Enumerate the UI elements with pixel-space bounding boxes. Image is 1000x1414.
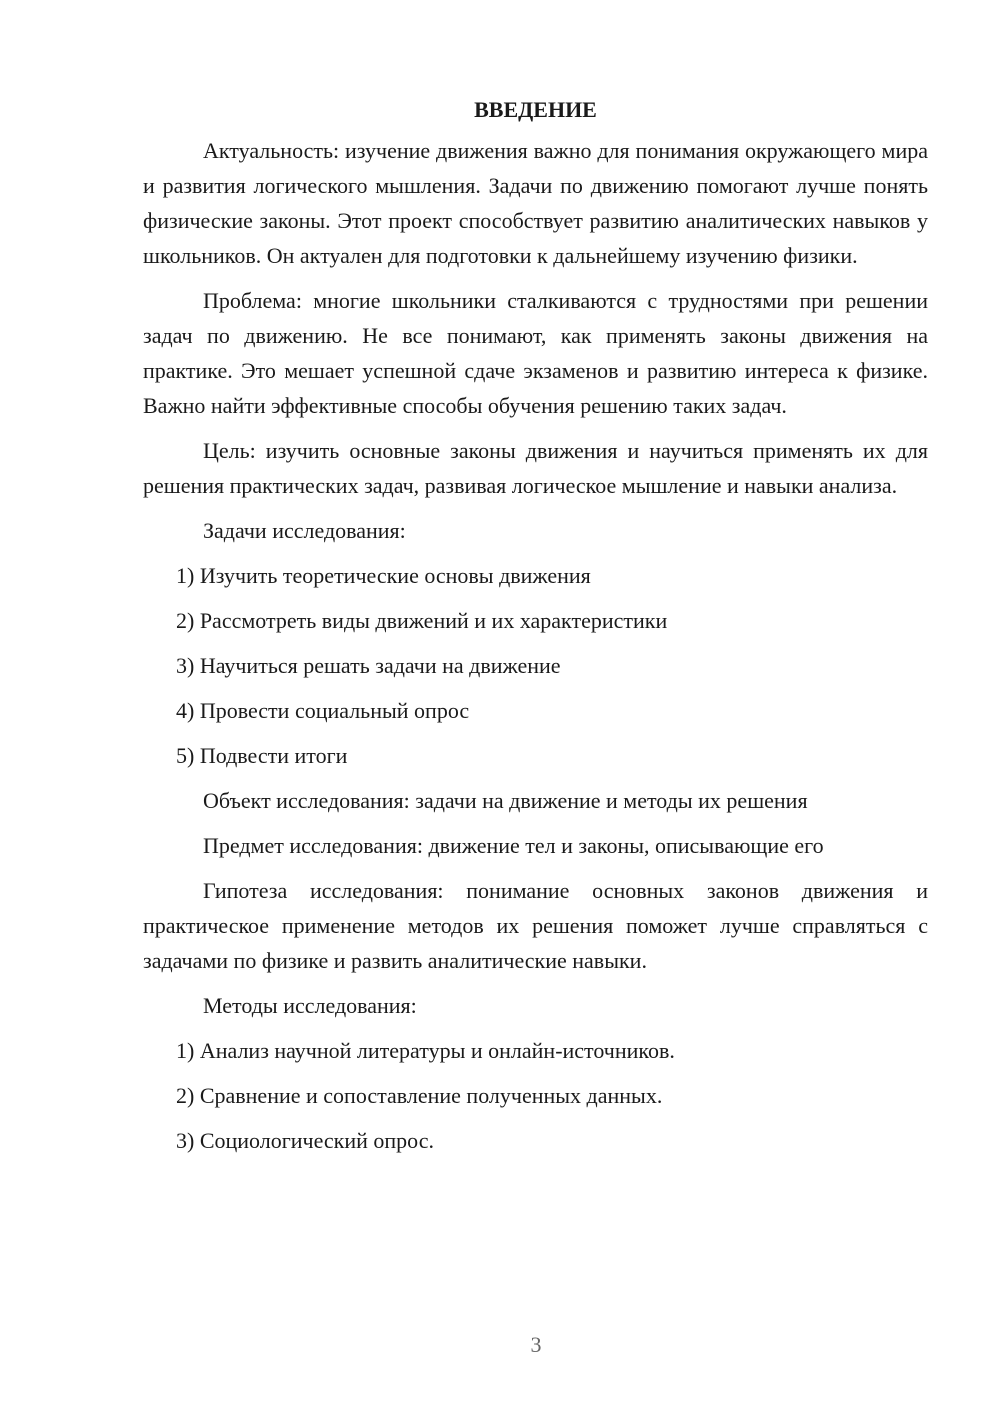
relevance-paragraph: Актуальность: изучение движения важно для понимания окружающего мира и развития логического мышления. Задачи по движению помогают лучше понять физические законы. Этот проект способствует развитию аналитических навыков у школьников. Он актуален для подготовки к дальнейшему изучению физики.: [143, 138, 928, 268]
methods-heading: Методы исследования:: [203, 993, 417, 1018]
list-item: 1) Изучить теоретические основы движения: [176, 563, 591, 588]
list-item: 5) Подвести итоги: [176, 743, 348, 768]
object-paragraph: Объект исследования: задачи на движение и методы их решения: [203, 788, 808, 813]
list-item: 2) Рассмотреть виды движений и их характеристики: [176, 608, 668, 633]
tasks-list: [143, 558, 928, 773]
list-item: 1) Анализ научной литературы и онлайн-источников.: [176, 1038, 675, 1063]
list-item: 3) Научиться решать задачи на движение: [176, 653, 561, 678]
goal-paragraph: Цель: изучить основные законы движения и научиться применять их для решения практических задач, развивая логическое мышление и навыки анализа.: [143, 438, 928, 498]
hypothesis-paragraph: Гипотеза исследования: понимание основных законов движения и практическое применение методов их решения поможет лучше справляться с задачами по физике и развить аналитические навыки.: [143, 878, 928, 973]
subject-paragraph: Предмет исследования: движение тел и законы, описывающие его: [203, 833, 824, 858]
page-number: 3: [530, 1332, 542, 1357]
problem-paragraph: Проблема: многие школьники сталкиваются с трудностями при решении задач по движению. Не все понимают, как применять законы движения на практике. Это мешает успешной сдаче экзаменов и развитию интереса к физике. Важно найти эффективные способы обучения решению таких задач.: [143, 288, 928, 418]
section-title: ВВЕДЕНИЕ: [474, 97, 597, 122]
tasks-heading: Задачи исследования:: [203, 518, 406, 543]
list-item: 4) Провести социальный опрос: [176, 698, 470, 723]
document-body: [143, 92, 928, 1168]
list-item: 2) Сравнение и сопоставление полученных данных.: [176, 1083, 663, 1108]
list-item: 3) Социологический опрос.: [176, 1128, 434, 1153]
methods-list: [143, 1033, 928, 1158]
